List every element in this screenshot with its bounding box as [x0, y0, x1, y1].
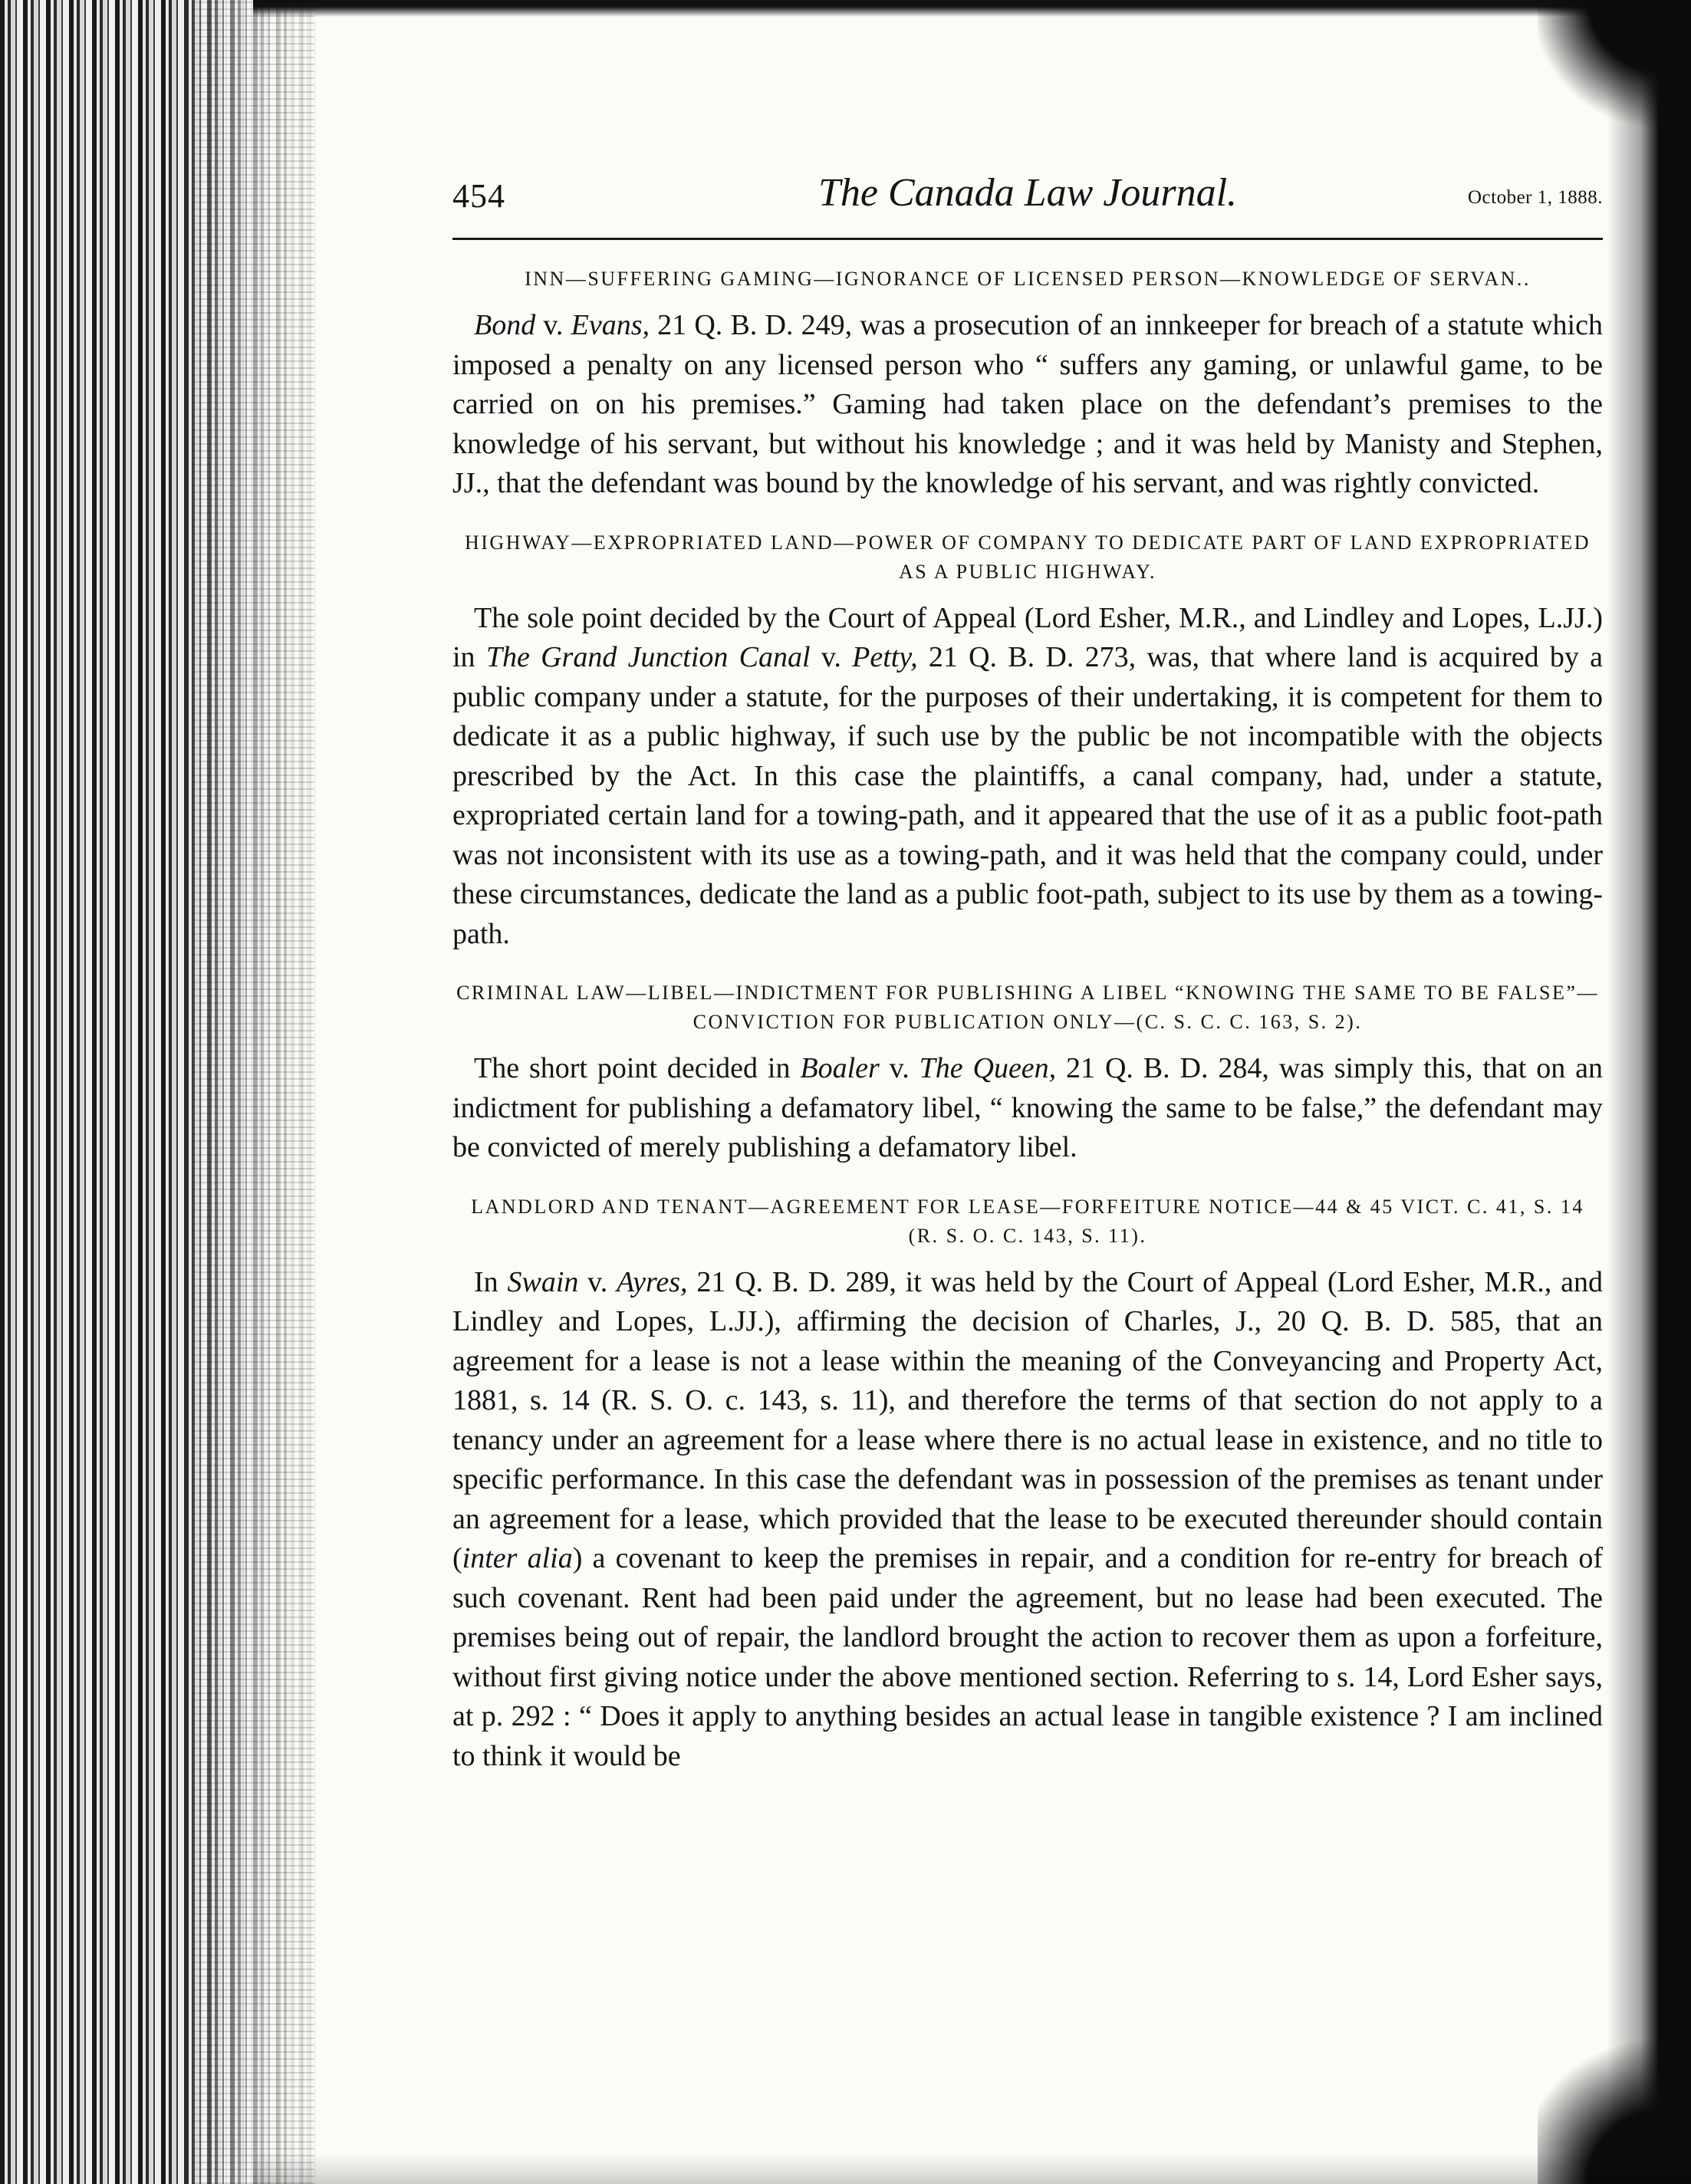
journal-title: The Canada Law Journal.: [818, 171, 1238, 215]
page-content: [452, 153, 1603, 1776]
section-paragraph: [452, 1263, 1603, 1777]
section-landlord-tenant: [452, 1192, 1603, 1777]
page-number: 454: [452, 177, 505, 215]
section-highway: [452, 528, 1603, 955]
text-run: v.: [879, 1052, 920, 1084]
italic-case-name: Boaler: [800, 1052, 880, 1084]
section-heading: INN—SUFFERING GAMING—IGNORANCE OF LICENSED PERSON—KNOWLEDGE OF SERVAN..: [525, 268, 1531, 290]
text-run: 21 Q. B. D. 284, was simply this, that on an indictment for publishing a defamatory libel, “ knowing the same to be false,” the defendant may be convicted of merely publishing a defamatory libel.: [452, 1052, 1603, 1163]
italic-case-name: Bond: [474, 309, 536, 341]
italic-case-name: The Grand Junction Canal: [485, 641, 811, 673]
italic-case-name: Evans,: [571, 309, 650, 341]
section-criminal-libel: [452, 979, 1603, 1168]
text-run: The short point decided in: [474, 1052, 801, 1084]
text-run: 21 Q. B. D. 249, was a prosecution of an innkeeper for breach of a statute which imposed a penalty on any licensed person who “ suffers any gaming, or unlawful game, to be carried on on his premises.” Gaming had taken place on the defendant’s premises to the knowledge of his servant, but without his knowledge ; and it was held by Manisty and Stephen, JJ., that the defendant was bound by the knowledge of his servant, and was rightly convicted.: [452, 309, 1603, 499]
text-run: 21 Q. B. D. 289, it was held by the Court of Appeal (Lord Esher, M.R., and Lindley and Lopes, L.JJ.), affirming the decision of Charles, J., 20 Q. B. D. 585, that an agreement for a lease is not a lease within the meaning of the Conveyancing and Property Act, 1881, s. 14 (R. S. O. c. 143, s. 11), and therefore the terms of that section do not apply to a tenancy under an agreement for a lease where there is no actual lease in existence, and no title to specific performance. In this case the defendant was in possession of the premises as tenant under an agreement for a lease, which provided that the lease to be executed thereunder should contain (: [452, 1265, 1603, 1574]
section-heading: LANDLORD AND TENANT—AGREEMENT FOR LEASE—FORFEITURE NOTICE—44 & 45 VICT. C. 41, S. 14 (R. S. O. C. 143, S. 11).: [471, 1195, 1584, 1247]
italic-case-name: Swain: [507, 1265, 579, 1298]
bottom-scan-edge: [253, 2153, 1691, 2184]
text-run: 21 Q. B. D. 273, was, that where land is acquired by a public company under a statute, for the purposes of their undertaking, it is competent for them to dedicate it as a public highway, if such use by the public be not incompatible with the objects prescribed by the Act. In this case the plaintiffs, a canal company, had, under a statute, expropriated certain land for a towing-path, and it appeared that the use of it as a public foot-path was not inconsistent with its use as a towing-path, and it was held that the company could, under these circumstances, dedicate the land as a public foot-path, subject to its use by them as a towing-path.: [452, 641, 1603, 950]
italic-case-name: inter alia: [462, 1542, 573, 1574]
section-heading: HIGHWAY—EXPROPRIATED LAND—POWER OF COMPANY TO DEDICATE PART OF LAND EXPROPRIATED AS A PUBLIC HIGHWAY.: [465, 531, 1591, 583]
text-run: v.: [578, 1265, 617, 1298]
text-run: v.: [535, 309, 571, 341]
text-run: The sole point decided by the Court of Appeal (Lord Esher, M.R., and Lindley and Lopes, L.JJ.) in: [452, 601, 1603, 673]
top-right-corner-shadow: [1538, 0, 1660, 130]
text-run: In: [474, 1265, 508, 1298]
issue-date: October 1, 1888.: [1467, 187, 1603, 208]
gutter-speckle: [192, 0, 314, 2184]
section-inn-gaming: [452, 265, 1603, 504]
italic-case-name: Ayres,: [617, 1265, 688, 1298]
running-head: [452, 153, 1603, 240]
italic-case-name: Petty,: [852, 641, 918, 673]
text-run: v.: [810, 641, 853, 673]
text-run: ) a covenant to keep the premises in repair, and a condition for re-entry for breach of such covenant. Rent had been paid under the agreement, but no lease had been executed. The premises being out of repair, the landlord brought the action to recover them as upon a forfeiture, without first giving notice under the above mentioned section. Referring to s. 14, Lord Esher says, at p. 292 : “ Does it apply to anything besides an actual lease in tangible existence ? I am inclined to think it would be: [452, 1542, 1604, 1772]
right-scan-edge: [1607, 0, 1691, 2184]
section-paragraph: [452, 1049, 1603, 1168]
section-paragraph: [452, 599, 1603, 955]
top-scan-edge: [253, 0, 1691, 17]
italic-case-name: The Queen,: [919, 1052, 1057, 1084]
section-heading: CRIMINAL LAW—LIBEL—INDICTMENT FOR PUBLISHING A LIBEL “KNOWING THE SAME TO BE FALSE”—CONVICTION FOR PUBLICATION ONLY—(C. S. C. C. 163, S. 2).: [456, 982, 1599, 1033]
section-paragraph: [452, 306, 1603, 504]
